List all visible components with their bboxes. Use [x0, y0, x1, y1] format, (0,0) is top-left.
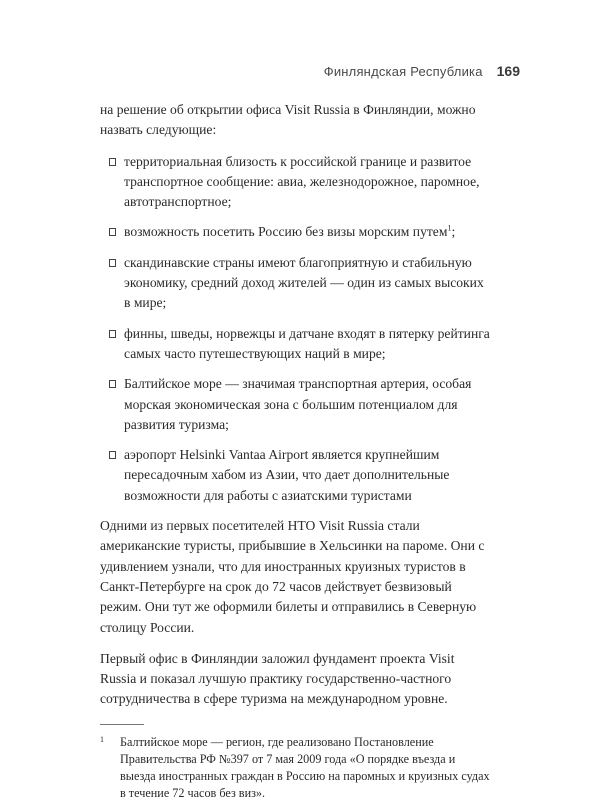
page-number: 169 — [496, 63, 520, 79]
footnote-reference: 1 — [447, 223, 452, 233]
checkbox-bullet-icon — [109, 259, 116, 267]
body-paragraph: Первый офис в Финляндии заложил фундамент проекта Visit Russia и показал лучшую практику государственно-частного сотрудничества в сфере туризма на международном уровне. — [100, 650, 455, 707]
list-item — [100, 324, 493, 365]
checkbox-bullet-icon — [109, 380, 116, 388]
list-item — [100, 445, 493, 506]
checkbox-bullet-icon — [109, 228, 116, 236]
intro-paragraph: на решение об открытии офиса Visit Russia в Финляндии, можно назвать следующие: — [100, 102, 476, 138]
section-title: Финляндская Республика — [323, 64, 483, 79]
running-head — [324, 63, 520, 79]
footnote — [100, 734, 493, 802]
list-item-text: финны, шведы, норвежцы и датчане входят в пятерку рейтинга самых часто путешествующих наций в мире; — [124, 325, 490, 361]
footnote-mark: 1 — [100, 734, 104, 744]
body-text — [100, 100, 493, 802]
footnote-divider — [100, 724, 144, 725]
checkbox-bullet-icon — [109, 330, 116, 338]
list-item-text: Балтийское море — значимая транспортная артерия, особая морская экономическая зона с большим потенциалом для развития туризма; — [124, 376, 472, 432]
list-item-text: территориальная близость к российской границе и развитое транспортное сообщение: авиа, железнодорожное, паромное, автотранспортное; — [124, 153, 480, 210]
list-item — [100, 222, 493, 242]
list-item-text: возможность посетить Россию без визы морским путем — [124, 224, 448, 240]
checkbox-bullet-icon — [109, 451, 116, 459]
list-item-text: аэропорт Helsinki Vantaa Airport является крупнейшим пересадочным хабом из Азии, что дает дополнительные возможности для работы с азиатскими туристами — [124, 447, 450, 503]
checkbox-bullet-icon — [109, 158, 116, 166]
bullet-list — [100, 152, 493, 506]
list-item — [100, 253, 493, 314]
footnote-text: Балтийское море — регион, где реализовано Постановление Правительства РФ №397 от 7 мая 2009 года «О порядке въезда и выезда иностранных граждан в Россию на паромных и круизных судах в течение 72 часов без виз». — [120, 734, 490, 800]
list-item — [100, 374, 493, 435]
list-item — [100, 152, 493, 213]
body-paragraph: Одними из первых посетителей НТО Visit Russia стали американские туристы, прибывшие в Хельсинки на пароме. Они с удивлением узнали, что для иностранных круизных туристов в Санкт-Петербурге на срок до 72 часов действует безвизовый режим. Они тут же оформили билеты и отправились в Северную столицу России. — [100, 518, 485, 635]
list-item-text: скандинавские страны имеют благоприятную и стабильную экономику, средний доход жителей — один из самых высоких в мире; — [124, 254, 484, 311]
list-item-tail: ; — [451, 224, 456, 240]
